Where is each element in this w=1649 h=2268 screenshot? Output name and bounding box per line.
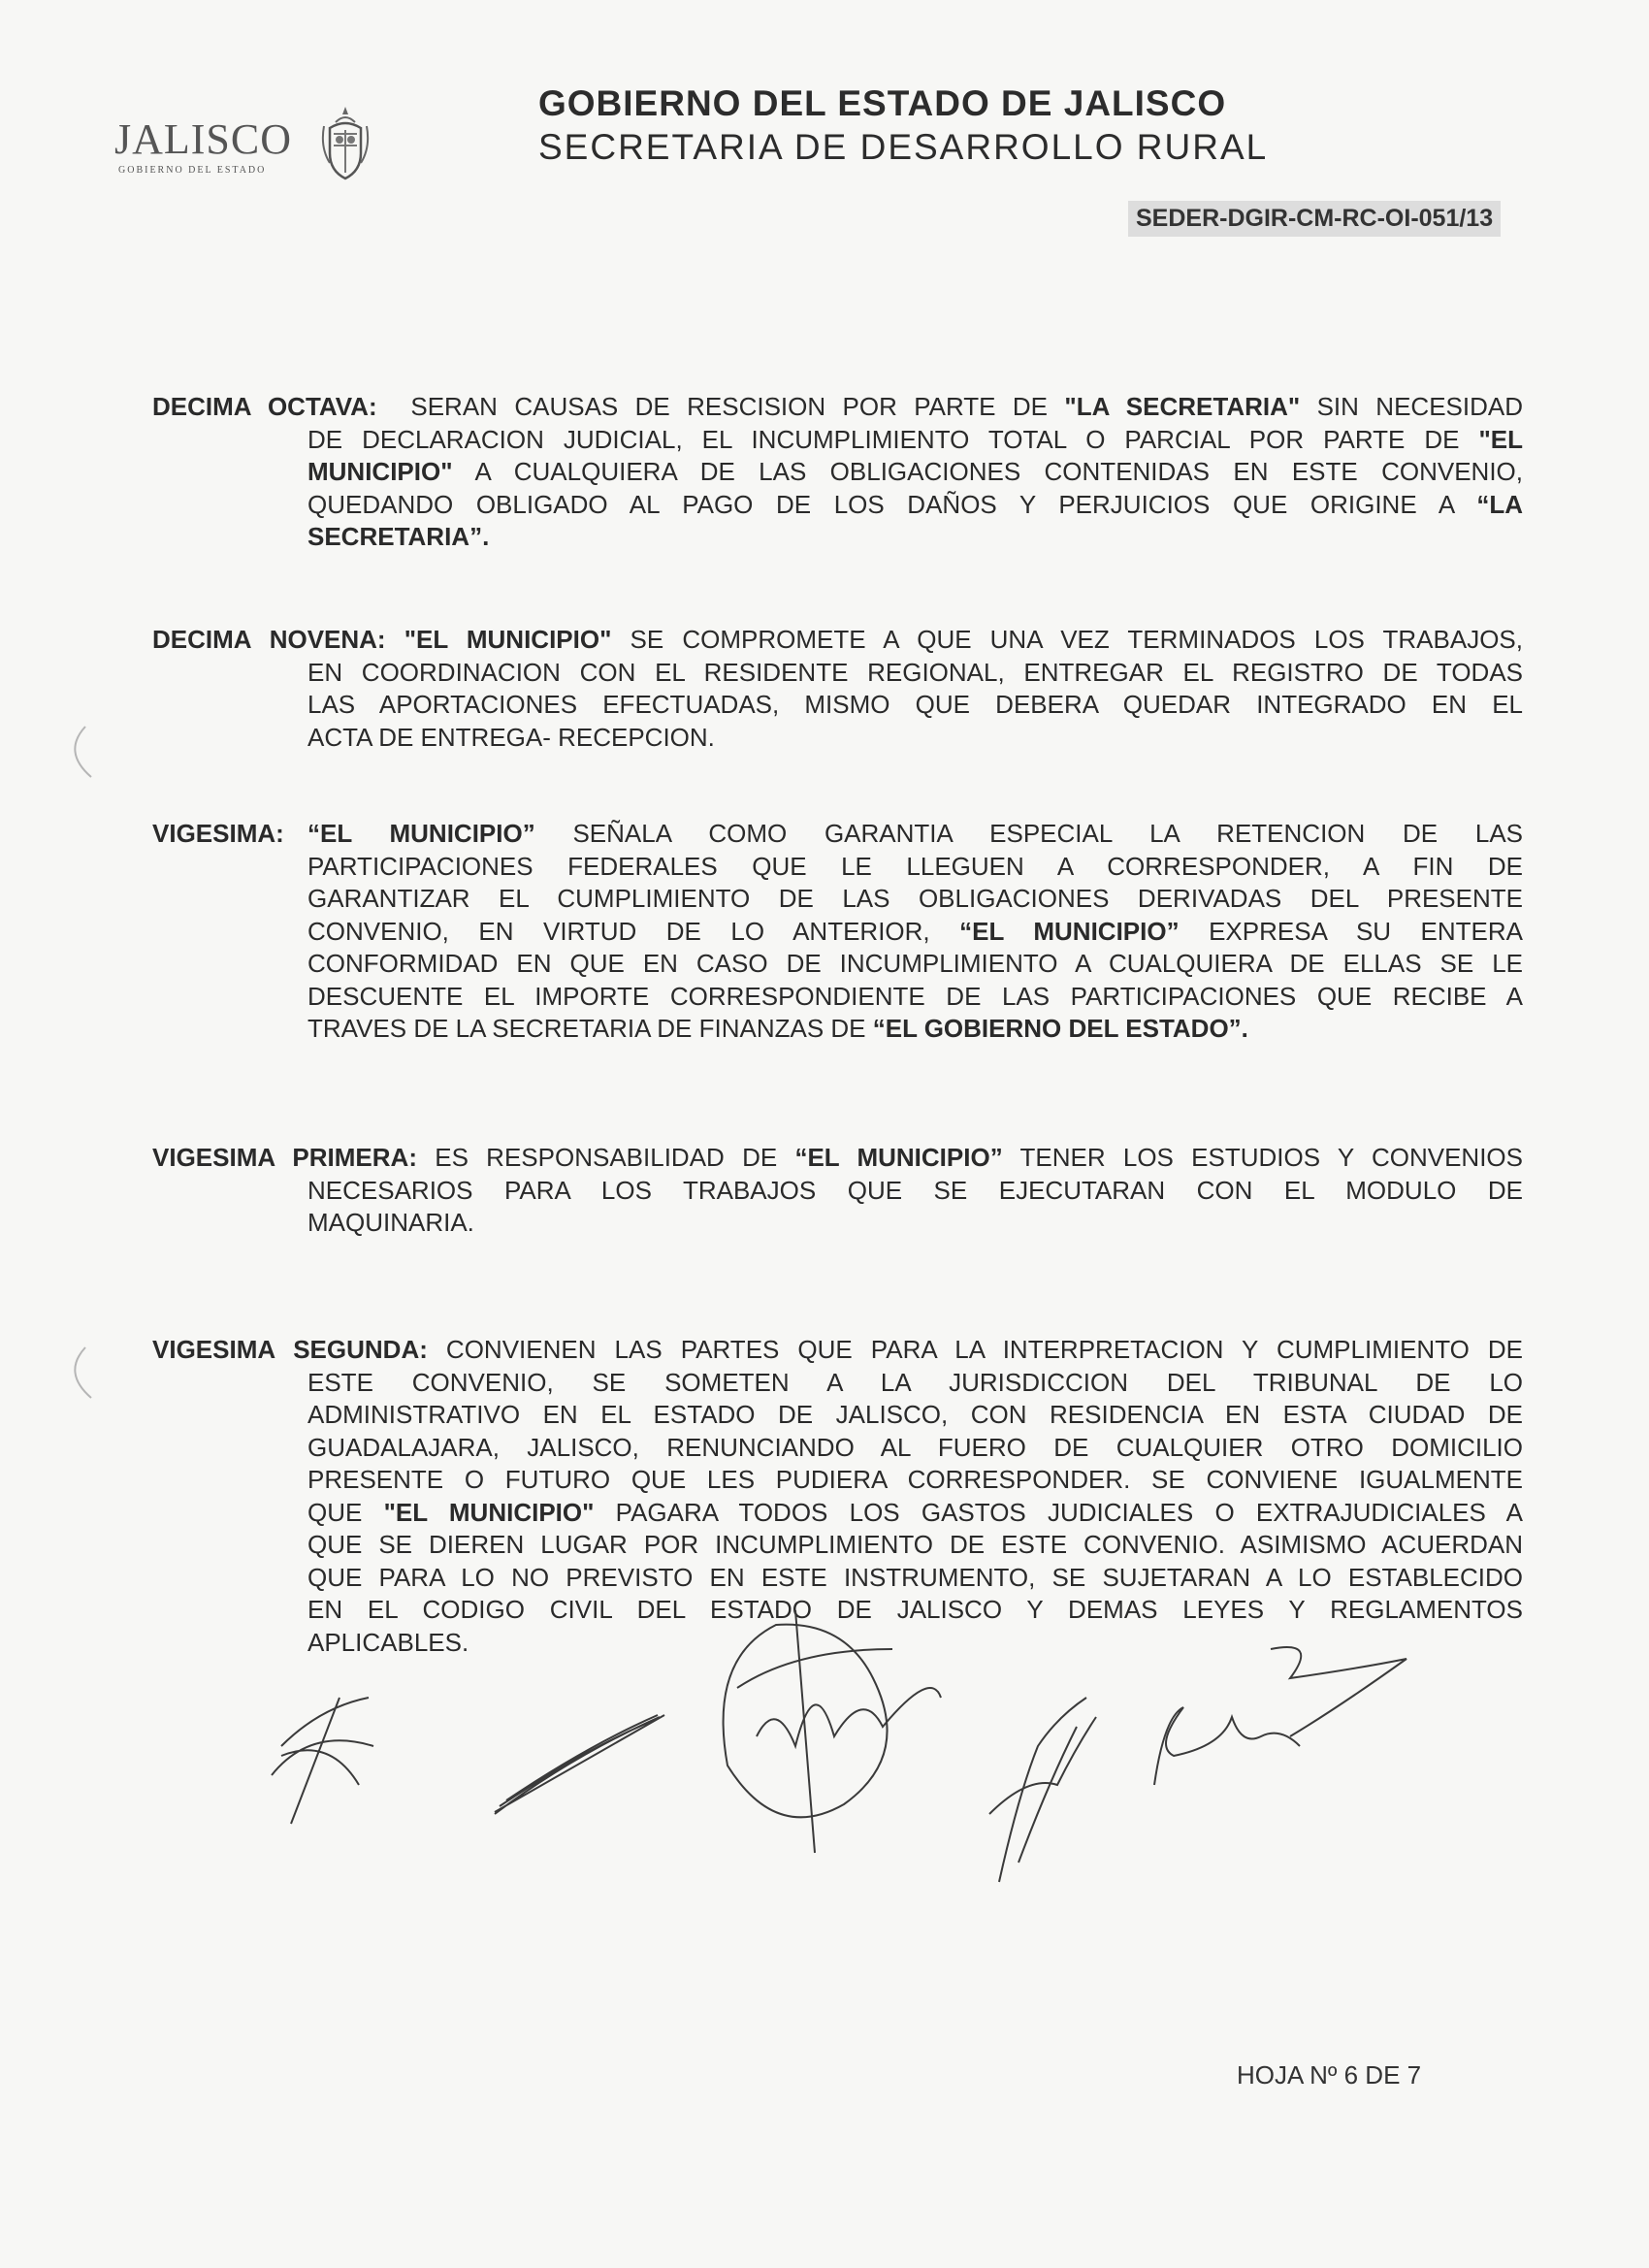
clause-line: [152, 624, 1523, 657]
defined-term: "LA SECRETARIA": [1064, 392, 1301, 421]
clause-line: QUE SE DIEREN LUGAR POR INCUMPLIMIENTO DE ESTE CONVENIO. ASIMISMO ACUERDAN: [307, 1530, 1523, 1559]
defined-term: “LA: [1476, 489, 1523, 519]
clause-line: EN EL CODIGO CIVIL DEL ESTADO DE JALISCO Y DEMAS LEYES Y REGLAMENTOS: [307, 1595, 1523, 1624]
clause-text: QUE: [307, 1497, 384, 1527]
clause-line: GUADALAJARA, JALISCO, RENUNCIANDO AL FUERO DE CUALQUIER OTRO DOMICILIO: [307, 1432, 1523, 1462]
defined-term: "EL MUNICIPIO": [385, 625, 612, 654]
clause-text: SERAN CAUSAS DE RESCISION POR PARTE DE: [410, 392, 1065, 421]
clause-line: ACTA DE ENTREGA- RECEPCION.: [307, 722, 715, 752]
clause-text: SE COMPROMETE A QUE UNA VEZ TERMINADOS LOS TRABAJOS,: [611, 625, 1523, 654]
secretariat-subtitle: SECRETARIA DE DESARROLLO RURAL: [538, 127, 1269, 167]
clause-text: PAGARA TODOS LOS GASTOS JUDICIALES O EXTRAJUDICIALES A: [594, 1497, 1523, 1527]
clause-text: CONVENIO, EN VIRTUD DE LO ANTERIOR,: [307, 916, 960, 946]
clause-text: A CUALQUIERA DE LAS OBLIGACIONES CONTENIDAS EN ESTE CONVENIO,: [452, 457, 1523, 486]
clause-label: DECIMA NOVENA:: [152, 625, 386, 654]
clause-text: CONVIENEN LAS PARTES QUE PARA LA INTERPRETACION Y CUMPLIMIENTO DE: [427, 1335, 1523, 1364]
clause-line: APLICABLES.: [307, 1627, 469, 1657]
clause-line: [152, 424, 1523, 457]
clause-vigesima-primera: [152, 1142, 1523, 1240]
logo-wordmark: JALISCO: [114, 115, 293, 163]
jalisco-logo: [114, 105, 388, 182]
clause-line: [152, 391, 1523, 424]
defined-term: MUNICIPIO": [307, 457, 453, 486]
clause-text: SIN NECESIDAD: [1300, 392, 1523, 421]
defined-term: “EL GOBIERNO DEL ESTADO”.: [872, 1014, 1248, 1043]
clause-text: TRAVES DE LA SECRETARIA DE FINANZAS DE: [307, 1014, 873, 1043]
government-title: GOBIERNO DEL ESTADO DE JALISCO: [538, 83, 1227, 123]
defined-term: SECRETARIA”.: [307, 522, 490, 551]
signature-3: [724, 1610, 941, 1853]
clause-label: VIGESIMA SEGUNDA:: [152, 1335, 428, 1364]
signature-2: [495, 1715, 664, 1814]
signature-4: [989, 1698, 1096, 1882]
clause-line: DESCUENTE EL IMPORTE CORRESPONDIENTE DE LAS PARTICIPACIONES QUE RECIBE A: [307, 981, 1523, 1011]
clause-line: [152, 489, 1523, 522]
clause-label: DECIMA OCTAVA:: [152, 392, 377, 421]
clause-line: [152, 1334, 1523, 1367]
clause-decima-octava: [152, 391, 1523, 554]
signatures-area: [252, 1552, 1465, 1901]
clause-line: ADMINISTRATIVO EN EL ESTADO DE JALISCO, CON RESIDENCIA EN ESTA CIUDAD DE: [307, 1400, 1523, 1429]
clause-text: TENER LOS ESTUDIOS Y CONVENIOS: [1002, 1143, 1523, 1172]
clause-text: SEÑALA COMO GARANTIA ESPECIAL LA RETENCION DE LAS: [534, 819, 1523, 848]
clause-line: PARTICIPACIONES FEDERALES QUE LE LLEGUEN A CORRESPONDER, A FIN DE: [307, 851, 1523, 881]
clause-line: [152, 1497, 1523, 1530]
clause-line: ESTE CONVENIO, SE SOMETEN A LA JURISDICCION DEL TRIBUNAL DE LO: [307, 1367, 1523, 1397]
defined-term: “EL MUNICIPIO”: [307, 819, 535, 848]
clause-line: [152, 916, 1523, 949]
clause-line: [152, 818, 1523, 851]
clause-text: QUEDANDO OBLIGADO AL PAGO DE LOS DAÑOS Y PERJUICIOS QUE ORIGINE A: [307, 489, 1477, 519]
clause-line: [152, 1013, 1523, 1046]
defined-term: "EL MUNICIPIO": [383, 1497, 595, 1527]
coat-of-arms-icon: [316, 105, 374, 182]
clause-label: VIGESIMA:: [152, 819, 284, 848]
clause-text: ES RESPONSABILIDAD DE: [416, 1143, 795, 1172]
signature-1: [272, 1698, 373, 1824]
clause-line: MAQUINARIA.: [307, 1208, 474, 1237]
logo-subtitle: GOBIERNO DEL ESTADO: [118, 165, 267, 176]
clause-line: LAS APORTACIONES EFECTUADAS, MISMO QUE DEBERA QUEDAR INTEGRADO EN EL: [307, 690, 1523, 719]
clause-line: [152, 1142, 1523, 1175]
punch-hole-mark: [56, 1344, 95, 1402]
defined-term: “EL MUNICIPIO”: [959, 916, 1180, 946]
clause-line: [152, 521, 1523, 554]
clause-line: [152, 456, 1523, 489]
clause-decima-novena: [152, 624, 1523, 754]
page-number: HOJA Nº 6 DE 7: [1237, 2060, 1422, 2090]
document-code: SEDER-DGIR-CM-RC-OI-051/13: [1128, 201, 1501, 237]
clause-line: QUE PARA LO NO PREVISTO EN ESTE INSTRUMENTO, SE SUJETARAN A LO ESTABLECIDO: [307, 1562, 1523, 1592]
clause-line: NECESARIOS PARA LOS TRABAJOS QUE SE EJECUTARAN CON EL MODULO DE: [307, 1175, 1523, 1205]
clause-line: GARANTIZAR EL CUMPLIMIENTO DE LAS OBLIGACIONES DERIVADAS DEL PRESENTE: [307, 884, 1523, 913]
clause-text: EXPRESA SU ENTERA: [1179, 916, 1523, 946]
defined-term: "EL: [1478, 424, 1523, 454]
punch-hole-mark: [56, 723, 95, 781]
clause-text: DE DECLARACION JUDICIAL, EL INCUMPLIMIENTO TOTAL O PARCIAL POR PARTE DE: [307, 424, 1479, 454]
clause-line: CONFORMIDAD EN QUE EN CASO DE INCUMPLIMIENTO A CUALQUIERA DE ELLAS SE LE: [307, 949, 1523, 978]
clause-line: EN COORDINACION CON EL RESIDENTE REGIONAL, ENTREGAR EL REGISTRO DE TODAS: [307, 657, 1523, 687]
defined-term: “EL MUNICIPIO”: [794, 1143, 1003, 1172]
clause-label: VIGESIMA PRIMERA:: [152, 1143, 417, 1172]
signature-5: [1154, 1647, 1406, 1785]
clause-vigesima: [152, 818, 1523, 1046]
clause-line: PRESENTE O FUTURO QUE LES PUDIERA CORRESPONDER. SE CONVIENE IGUALMENTE: [307, 1465, 1523, 1494]
